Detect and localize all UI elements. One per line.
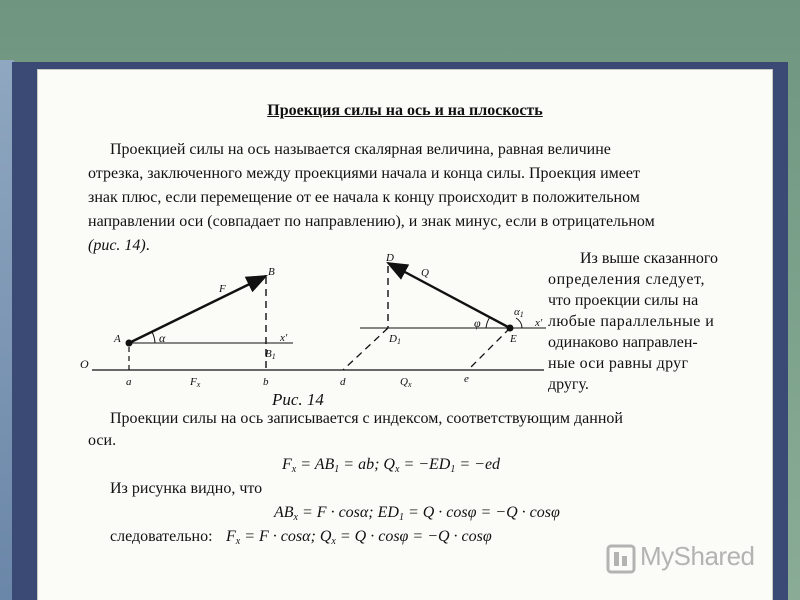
intro-line-end: . bbox=[145, 237, 150, 254]
side-line: любые параллельные и bbox=[548, 313, 715, 330]
para2-line: Проекции силы на ось записывается с индексом, соответствующим данной bbox=[110, 410, 623, 427]
side-line: Из выше сказанного bbox=[580, 250, 719, 267]
angle-phi-arc bbox=[486, 317, 490, 328]
intro-line: отрезка, заключенного между проекциями начала и конца силы. Проекция имеет bbox=[88, 165, 640, 182]
formula-2: $AB_x = F \cdot \cos\alpha$; $ED_1 = Q \cdot \cos\varphi = -Q \cdot \cos\varphi$ bbox=[274, 504, 560, 523]
label-D: D bbox=[386, 252, 394, 264]
figure-reference: (рис. 14) bbox=[88, 237, 146, 254]
angle-alpha1-arc bbox=[516, 318, 522, 328]
label-F: F bbox=[219, 283, 226, 295]
formula-1: $F_x = AB_1$ = ab; $Q_x = -ED_1 = -ed$ bbox=[282, 456, 501, 475]
label-alpha: α bbox=[159, 331, 166, 345]
intro-line: Проекцией силы на ось называется скалярная величина, равная величине bbox=[110, 141, 611, 158]
figure-caption: Рис. 14 bbox=[272, 390, 324, 409]
document-page bbox=[38, 70, 772, 600]
formula-3: $F_x = F \cdot \cos\alpha$; $Q_x = Q \cdot \cos\varphi = -Q \cdot \cos\varphi$ bbox=[226, 528, 492, 547]
label-E: E bbox=[510, 333, 517, 345]
page-title: Проекция силы на ось и на плоскость bbox=[267, 102, 543, 119]
label-B1: B1 bbox=[265, 348, 276, 361]
side-line: другу. bbox=[548, 376, 589, 393]
slide-frame bbox=[12, 62, 788, 600]
para2-line: оси. bbox=[88, 432, 117, 449]
label-e: e bbox=[464, 373, 469, 385]
side-line: что проекции силы на bbox=[548, 292, 699, 309]
force-F-vector bbox=[129, 276, 266, 343]
therefore-text: следовательно: bbox=[110, 528, 213, 545]
label-a: a bbox=[126, 376, 132, 388]
watermark-text: MyShared bbox=[640, 541, 755, 571]
from-figure-text: Из рисунка видно, что bbox=[110, 480, 263, 497]
label-D1: D1 bbox=[389, 333, 401, 346]
label-O: O bbox=[80, 357, 89, 371]
label-x-prime-left: x' bbox=[280, 332, 288, 344]
side-line: одинаково направлен- bbox=[548, 334, 698, 351]
intro-line: знак плюс, если перемещение от ее начала к концу происходит в положительном bbox=[88, 189, 640, 206]
label-d: d bbox=[340, 376, 346, 388]
label-b: b bbox=[263, 376, 269, 388]
side-note bbox=[548, 248, 744, 395]
side-line: определения следует, bbox=[548, 271, 706, 288]
projection-line-Ee bbox=[468, 328, 510, 370]
label-Qx: Qx bbox=[400, 376, 412, 389]
label-x-prime-right: x' bbox=[535, 317, 543, 329]
force-Q-vector bbox=[388, 263, 510, 328]
label-Fx: Fx bbox=[190, 376, 201, 389]
label-B: B bbox=[268, 266, 275, 278]
label-Q: Q bbox=[421, 267, 429, 279]
second-paragraph bbox=[88, 408, 744, 452]
projection-line-D1d bbox=[343, 328, 388, 370]
label-A: A bbox=[114, 333, 121, 345]
angle-alpha-arc bbox=[152, 332, 155, 343]
label-alpha1: α1 bbox=[514, 306, 524, 319]
side-line: ные оси равны друг bbox=[548, 355, 689, 372]
point-A bbox=[126, 340, 133, 347]
label-phi: φ bbox=[474, 316, 481, 330]
intro-line: направлении оси (совпадает по направлению), и знак минус, если в отрицательном bbox=[88, 213, 655, 230]
